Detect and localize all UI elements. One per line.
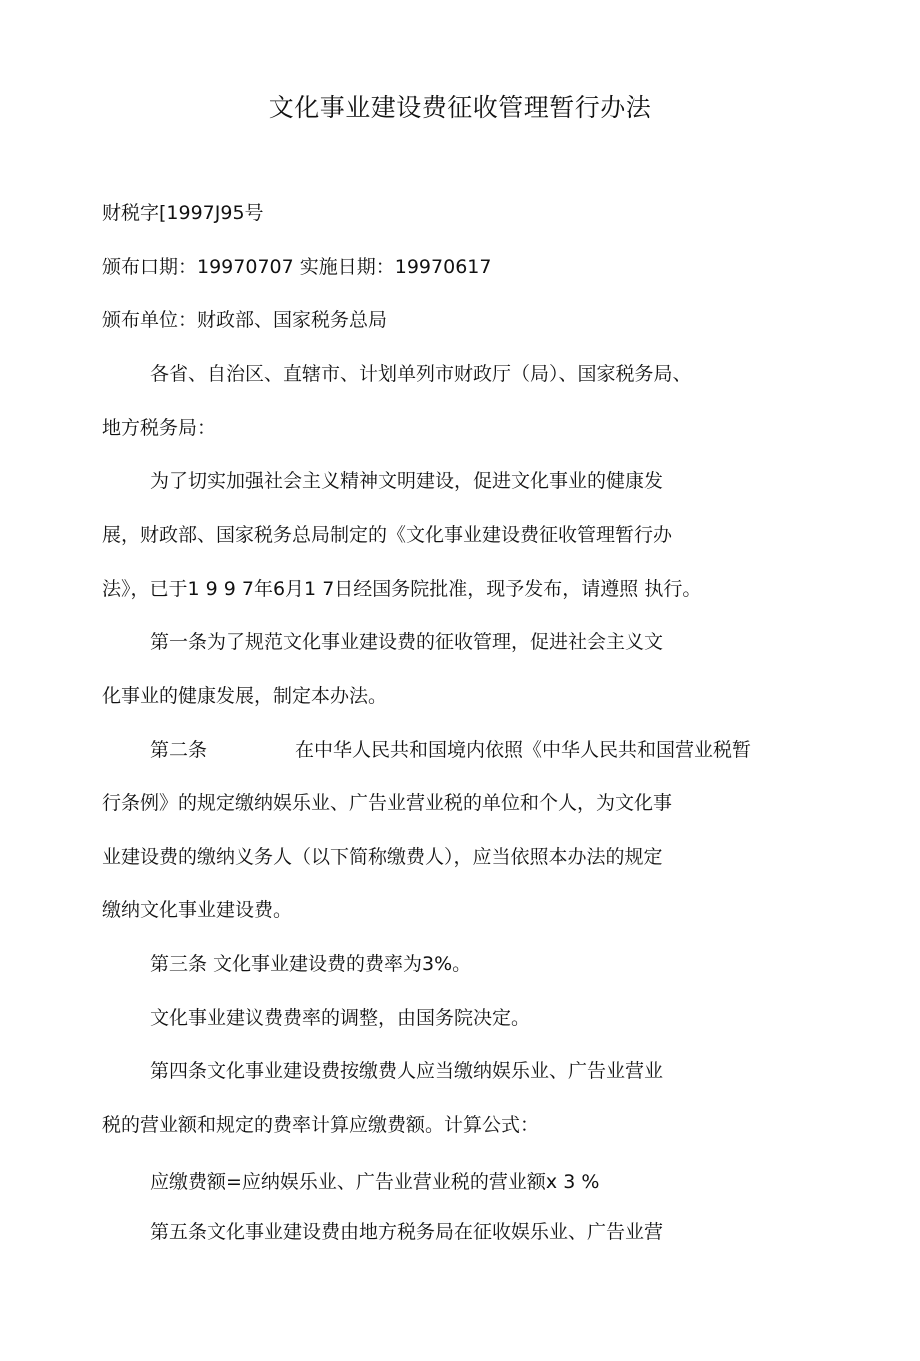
article-3-line: 第三条 文化事业建设费的费率为3%。	[150, 953, 472, 975]
article-2-line: 缴纳文化事业建设费。	[102, 899, 293, 921]
article-2-text: 在中华人民共和国境内依照《中华人民共和国营业税暂	[295, 739, 752, 761]
article-5-line: 第五条文化事业建设费由地方税务局在征收娱乐业、广告业营	[150, 1221, 664, 1243]
issuer-line: 颁布单位：财政部、国家税务总局	[102, 309, 388, 331]
salutation-line: 地方税务局：	[102, 417, 217, 439]
article-2-line: 业建设费的缴纳义务人（以下简称缴费人），应当依照本办法的规定	[102, 846, 663, 868]
article-3-line: 文化事业建议费费率的调整，由国务院决定。	[150, 1007, 531, 1029]
article-1-line: 化事业的健康发展，制定本办法。	[102, 685, 388, 707]
formula-line: 应缴费额=应纳娱乐业、广告业营业税的营业额x 3 %	[150, 1171, 600, 1193]
preface-line: 展，财政部、国家税务总局制定的《文化事业建设费征收管理暂行办	[102, 524, 673, 546]
preface-line: 法》，已于1 9 9 7年6月1 7日经国务院批准，现予发布，请遵照 执行。	[102, 578, 702, 600]
doc-number: 财税字[1997J95号	[102, 202, 264, 224]
article-2-first-line	[150, 736, 751, 764]
document-title: 文化事业建设费征收管理暂行办法	[268, 93, 652, 122]
article-1-line: 第一条为了规范文化事业建设费的征收管理，促进社会主义文	[150, 631, 664, 653]
article-2-label: 第二条	[150, 739, 208, 761]
salutation-line: 各省、自治区、直辖市、计划单列市财政厅（局）、国家税务局、	[150, 363, 692, 385]
article-4-line: 税的营业额和规定的费率计算应缴费额。计算公式：	[102, 1114, 540, 1136]
preface-line: 为了切实加强社会主义精神文明建设，促进文化事业的健康发	[150, 470, 664, 492]
article-4-line: 第四条文化事业建设费按缴费人应当缴纳娱乐业、广告业营业	[150, 1060, 664, 1082]
article-2-line: 行条例》的规定缴纳娱乐业、广告业营业税的单位和个人，为文化事	[102, 792, 673, 814]
dates-line: 颁布口期：19970707 实施日期：19970617	[102, 256, 492, 278]
